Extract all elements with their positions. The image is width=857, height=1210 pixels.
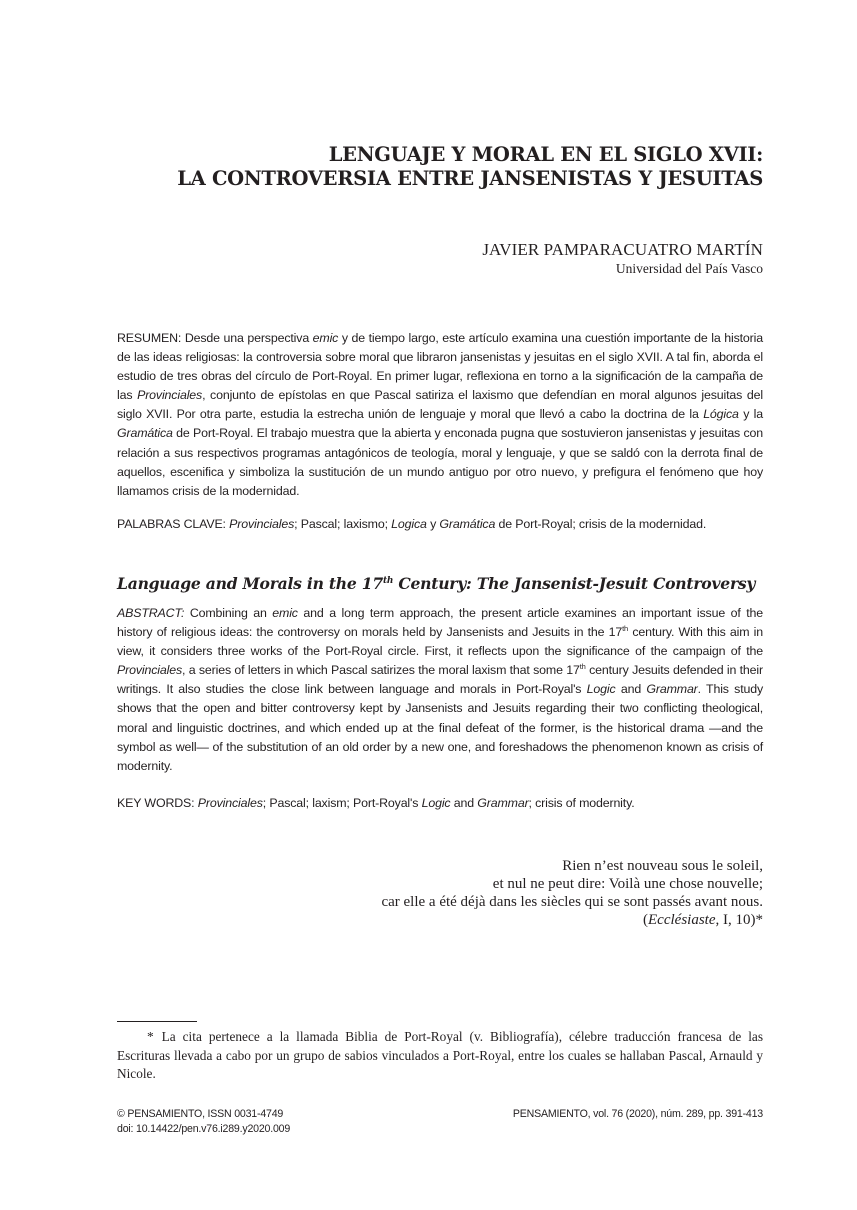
resumen-text: y de tiempo largo, este artículo examina una cuestión importante de la historia de las ideas religiosas: la controversia sobre moral que libraron jansenistas y jesuitas en el siglo XVII. A tal fin, aborda el estudio de tres obras del círculo de Port-Royal. En primer lugar, reflexiona en torno a la significación de la campaña de las [117, 331, 763, 403]
footer-copyright: © PENSAMIENTO, ISSN 0031-4749 [117, 1108, 284, 1120]
abstract-emph: emic [272, 606, 298, 620]
resumen-emph: Gramática [117, 426, 173, 441]
epigraph-source-title: Ecclésiaste [648, 912, 716, 928]
abstract-section [117, 604, 763, 776]
key-words-emph: Provinciales [197, 796, 263, 810]
abstract-emph: Provinciales [117, 663, 182, 678]
resumen-section [117, 329, 763, 501]
palabras-clave-section [117, 515, 763, 534]
abstract-text: and [615, 682, 647, 697]
resumen-label: RESUMEN: [117, 331, 182, 345]
palabras-clave-emph: Logica [391, 517, 427, 531]
english-title-text: Century: The Jansenist-Jesuit Controversy [393, 574, 756, 593]
resumen-emph: Provinciales [137, 388, 203, 403]
epigraph-source [260, 911, 763, 929]
epigraph-line: car elle a été déjà dans les siècles qui se sont passés avant nous. [381, 894, 763, 910]
abstract-emph: Logic [586, 682, 616, 697]
abstract-text: century. With this aim in view, it considers three works of the Port-Royal circle. First, it reflects upon the significance of the campaign of the [117, 625, 764, 659]
palabras-clave-text: ; Pascal; laxismo; [294, 517, 392, 531]
resumen-emph: Lógica [703, 407, 739, 422]
abstract-label: ABSTRACT: [117, 606, 185, 620]
english-title-text: Language and Morals in the 17 [117, 574, 383, 593]
abstract-text: Combining an [184, 606, 273, 620]
key-words-label: KEY WORDS: [117, 796, 195, 810]
palabras-clave-text: y [426, 517, 440, 531]
resumen-emph: emic [312, 331, 339, 345]
author-affiliation: Universidad del País Vasco [615, 261, 763, 276]
key-words-emph: Logic [421, 796, 451, 810]
palabras-clave-text: de Port-Royal; crisis de la modernidad. [495, 517, 707, 531]
epigraph-source-paren: ( [643, 912, 649, 928]
author-name: JAVIER PAMPARACUATRO MARTÍN [482, 240, 763, 259]
footer-left [117, 1107, 290, 1137]
article-title [120, 143, 763, 191]
resumen-text: de Port-Royal. El trabajo muestra que la abierta y enconada pugna que sostuvieron jansenistas y jesuitas con relación a sus respectivos programas antagónicos de teología, moral y lenguaje, y que se saldó con la derrota final de aquellos, escenifica y simboliza la sustitución de un mundo antiguo por otro nuevo, y prefigura el fenómeno que hoy llamamos crisis de la modernidad. [117, 426, 763, 498]
resumen-text: , conjunto de epístolas en que Pascal satiriza el laxismo que defendían en moral algunos jesuitas del siglo XVII. Por otra parte, estudia la estrecha unión de lenguaje y moral que llevó a cabo la doctrina de la [117, 388, 763, 422]
footnote-text: La cita pertenece a la llamada Biblia de Port-Royal (v. Bibliografía), célebre traducción francesa de las Escrituras llevada a cabo por un grupo de sabios vinculados a Port-Royal, entre los cuales se hallaban Pascal, Arnauld y Nicole. [117, 1029, 763, 1081]
footnote-mark: * [147, 1029, 154, 1044]
abstract-text: . This study shows that the open and bitter controversy kept by Jansenists and Jesuits regarding their two conflicting theological, moral and linguistic doctrines, and which ended up at the final defeat of the former, is the historical drama —and the symbol as well— of the substitution of an old order by a new one, and foreshadows the phenomenon known as crisis of modernity. [117, 682, 764, 773]
abstract-text: , a series of letters in which Pascal satirizes the moral laxism that some 17 [182, 663, 580, 678]
author-block [120, 240, 763, 278]
footnote [117, 1028, 763, 1084]
abstract-text: century Jesuits defended in their writings. It also studies the close link between language and morals in Port-Royal's [117, 663, 763, 697]
footer-doi: doi: 10.14422/pen.v76.i289.y2020.009 [117, 1123, 291, 1135]
epigraph-line: et nul ne peut dire: Voilà une chose nouvelle; [492, 876, 763, 892]
key-words-text: ; crisis of modernity. [528, 796, 635, 810]
title-line-2: LA CONTROVERSIA ENTRE JANSENISTAS Y JESUITAS [177, 167, 763, 190]
abstract-text: and a long term approach, the present article examines an important issue of the history of religious ideas: the controversy on morals held by Jansenists and Jesuits in the 17 [117, 606, 763, 640]
resumen-text: y la [738, 407, 764, 422]
epigraph-line: Rien n’est nouveau sous le soleil, [562, 858, 763, 874]
footnote-divider [117, 1021, 197, 1022]
title-line-1: LENGUAJE Y MORAL EN EL SIGLO XVII: [328, 143, 763, 166]
epigraph-source-ref: , I, 10)* [715, 912, 763, 928]
key-words-text: and [450, 796, 478, 810]
footer-citation: PENSAMIENTO, vol. 76 (2020), núm. 289, pp. 391-413 [512, 1108, 763, 1120]
abstract-emph: Grammar [646, 682, 698, 697]
epigraph [260, 857, 763, 929]
english-title-sup: th [382, 576, 394, 586]
palabras-clave-emph: Gramática [439, 517, 496, 531]
key-words-emph: Grammar [477, 796, 529, 810]
key-words-text: ; Pascal; laxism; Port-Royal's [262, 796, 422, 810]
key-words-section [117, 794, 763, 813]
palabras-clave-emph: Provinciales [229, 517, 295, 531]
english-title [117, 573, 765, 595]
resumen-text: Desde una perspectiva [181, 331, 313, 345]
abstract-sup: th [622, 624, 629, 634]
abstract-sup: th [579, 662, 586, 672]
palabras-clave-label: PALABRAS CLAVE: [117, 517, 226, 531]
footer-right [513, 1107, 763, 1122]
